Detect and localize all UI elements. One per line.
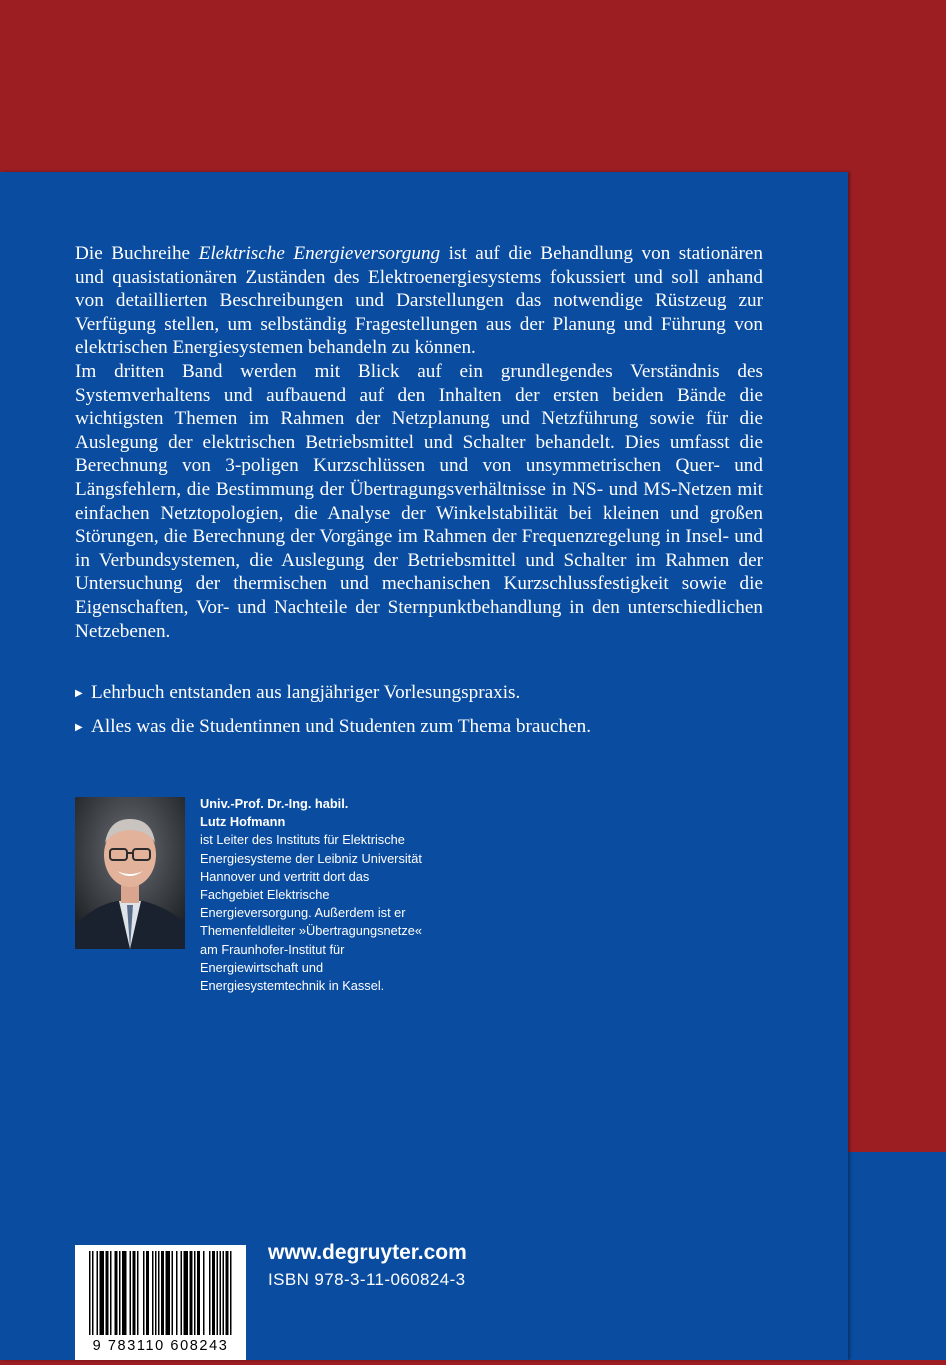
barcode-bar bbox=[97, 1251, 99, 1335]
triangle-right-icon: ▶ bbox=[75, 721, 83, 733]
barcode-bar bbox=[100, 1251, 105, 1335]
description-paragraph-2: Im dritten Band werden mit Blick auf ein grundlegendes Verständnis des Systemverhaltens und aufbauend auf den Inhalten der ersten beiden Bände die wichtigsten Themen im Rahmen der Netzplanung und Netzführung sowie für die Auslegung der elektrischen Betriebsmittel und Schalter behandelt. Dies umfasst die Berechnung von 3-poligen Kurzschlüssen und von unsymmetrischen Quer- und Längsfehlern, die Bestimmung der Übertragungsverhältnisse in NS- und MS-Netzen mit einfachen Netztopologien, die Analyse der Winkelstabilität bei kleinen und großen Störungen, die Berechnung der Vorgänge im Rahmen der Frequenzregelung in Insel- und in Verbundsystemen, die Auslegung der Betriebsmittel und Schalter im Rahmen der Untersuchung der thermischen und mechanischen Kurzschlussfestigkeit sowie die Eigenschaften, Vor- und Nachteile der Sternpunktbehandlung in den unterschiedlichen Netzebenen. bbox=[75, 360, 763, 642]
barcode-bar bbox=[161, 1251, 164, 1335]
intro-text-end: ist auf die Behandlung von stationären und quasistationären Zuständen des Elektroenergiesystems fokussiert und soll anhand von detaillierten Beschreibungen und Darstellungen das notwendige Rüstzeug zur Verfügung stellen, um selbständig Fragestellungen aus der Planung und Führung von elektrischen Energiesystemen behandeln zu können. bbox=[75, 243, 763, 359]
barcode-bar bbox=[115, 1251, 118, 1335]
barcode-bar bbox=[137, 1251, 139, 1335]
barcode-bar bbox=[223, 1251, 225, 1335]
barcode-bar bbox=[184, 1251, 189, 1335]
barcode-bar bbox=[166, 1251, 171, 1335]
barcode-bar bbox=[203, 1251, 205, 1335]
barcode-bar bbox=[133, 1251, 136, 1335]
author-portrait-illustration bbox=[75, 797, 185, 949]
barcode-bar bbox=[172, 1251, 174, 1335]
barcode-bar bbox=[217, 1251, 219, 1335]
cover-blue-strip bbox=[848, 1152, 946, 1360]
barcode-bar bbox=[176, 1251, 178, 1335]
barcode-bar bbox=[209, 1251, 211, 1335]
isbn-barcode bbox=[75, 1245, 246, 1360]
barcode-bar bbox=[119, 1251, 121, 1335]
barcode-bar bbox=[110, 1251, 112, 1335]
series-title: Elektrische Energieversorgung bbox=[198, 243, 441, 264]
barcode-bar bbox=[143, 1251, 145, 1335]
publisher-website: www.degruyter.com bbox=[268, 1241, 467, 1264]
feature-text: Lehrbuch entstanden aus langjähriger Vorlesungspraxis. bbox=[91, 682, 521, 703]
barcode-bar bbox=[220, 1251, 222, 1335]
barcode-bar bbox=[122, 1251, 127, 1335]
author-bio-text: ist Leiter des Instituts für Elektrische Energiesysteme der Leibniz Universität Hannover und vertritt dort das Fachgebiet Elektrische Energieversorgung. Außerdem ist er Themenfeldleiter »Übertragungsnetze« am Fraunhofer-Institut für Energiewirtschaft und Energiesystemtechnik in Kassel. bbox=[200, 832, 422, 994]
feature-text: Alles was die Studentinnen und Studenten zum Thema brauchen. bbox=[91, 716, 592, 737]
barcode-bar bbox=[181, 1251, 183, 1335]
barcode-digits: 9 783110 608243 bbox=[92, 1338, 229, 1354]
barcode-bar bbox=[194, 1251, 196, 1335]
barcode-bar bbox=[212, 1251, 215, 1335]
cover-red-top bbox=[0, 0, 946, 172]
barcode-bar bbox=[155, 1251, 157, 1335]
intro-text-start: Die Buchreihe bbox=[75, 243, 199, 264]
description-paragraph-1 bbox=[75, 242, 763, 360]
barcode-bar bbox=[226, 1251, 229, 1335]
barcode-bar bbox=[197, 1251, 200, 1335]
barcode-bar bbox=[230, 1251, 232, 1335]
feature-list bbox=[75, 681, 775, 749]
triangle-right-icon: ▶ bbox=[75, 687, 83, 699]
isbn-text: ISBN 978-3-11-060824-3 bbox=[268, 1270, 466, 1289]
barcode-bar bbox=[158, 1251, 160, 1335]
author-photo bbox=[75, 797, 185, 949]
author-name: Lutz Hofmann bbox=[200, 814, 286, 830]
author-title: Univ.-Prof. Dr.-Ing. habil. bbox=[200, 796, 349, 811]
barcode-bar bbox=[190, 1251, 193, 1335]
barcode-bar bbox=[130, 1251, 132, 1335]
barcode-bar bbox=[146, 1251, 149, 1335]
barcode-bar bbox=[106, 1251, 109, 1335]
author-bio bbox=[200, 795, 430, 995]
book-description bbox=[75, 242, 763, 643]
barcode-bar bbox=[89, 1251, 91, 1335]
feature-item bbox=[75, 681, 775, 705]
barcode-bar bbox=[152, 1251, 154, 1335]
barcode-bar bbox=[92, 1251, 94, 1335]
cover-red-right bbox=[848, 0, 946, 1152]
feature-item bbox=[75, 715, 775, 739]
